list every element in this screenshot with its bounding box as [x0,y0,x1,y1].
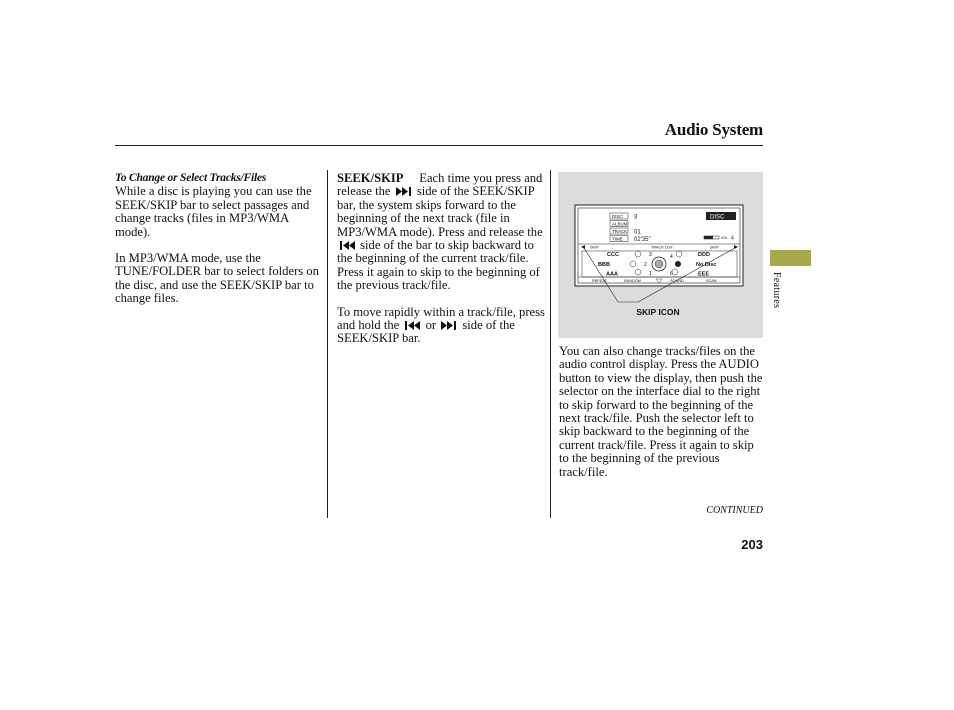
section-tab [770,250,811,266]
skip-back-icon [337,241,357,250]
col3-paragraph: You can also change tracks/files on the audio control display. Press the AUDIO button to view the display, then push the selector on the interface dial to the right to skip forward to the beginning of the next track/file. Push the selector left to skip backward to the beginning of the current track/file. Press it again to skip to the beginning of the previous track/file. [559,344,763,479]
dial-number-6: 6 [670,271,673,277]
column-2 [337,172,545,346]
preset-left-3: AAA [606,271,618,278]
col2-paragraph-2 [337,306,545,346]
column-3 [559,345,763,479]
column-1 [115,172,320,306]
repeat-label: REPEAT [592,279,607,283]
page-title: Audio System [664,120,763,139]
col2-text-c: side of the bar to skip backward to the beginning of the current track/file. Press it again to skip to the beginning of the previous track/file. [337,238,540,293]
sound-label: SOUND [670,279,684,283]
random-label: RANDOM [624,279,641,283]
track-list-label: TRACK LIST [651,245,673,250]
col1-paragraph-1: While a disc is playing you can use the SEEK/SKIP bar to select passages and change tracks (files in MP3/WMA mode). [115,184,312,239]
preset-right-3: EEE [698,271,710,278]
continued-label: CONTINUED [706,505,763,516]
row-label-disc: DISC [612,214,623,219]
dial-number-4: 4 [670,254,673,260]
col2-text-e: side of the SEEK/SKIP bar. [337,318,515,346]
preset-left-1: CCC [607,252,619,258]
volume-label: VOL [721,236,729,240]
skip-back-icon [402,321,422,330]
col2-text-or: or [425,318,437,333]
preset-right-1: DDD [698,252,710,258]
column-divider-1 [327,170,328,518]
page-number: 203 [741,537,763,552]
col2-paragraph-1 [337,172,545,293]
col2-text-d: To move rapidly within a track/file, press and hold the [337,304,545,333]
skip-right-label: SKIP [710,245,719,250]
dial-number-3: 3 [649,252,652,258]
row-label-track: TRACK [612,229,628,234]
dial-number-2: 2 [644,262,647,268]
dial-number-1: 1 [649,271,652,277]
column-divider-2 [550,170,551,518]
header-rule [115,145,763,146]
row-label-album: ALBUM [612,221,628,227]
col1-paragraph-2: In MP3/WMA mode, use the TUNE/FOLDER bar to select folders on the disc, and use the SEEK/SKIP bar to change files. [115,251,319,306]
skip-left-label: SKIP [590,245,599,250]
skip-forward-icon [394,187,414,196]
skip-forward-icon [439,321,459,330]
volume-level-bar [704,236,713,239]
preset-left-2: BBB [598,262,610,268]
preset-right-2: No Disc [696,262,717,268]
section-tab-label: Features [771,272,782,309]
volume-value: 4 [731,235,734,242]
subheading: To Change or Select Tracks/Files [115,172,267,184]
time-value: 02'35" [634,237,651,243]
scan-label: SCAN [706,279,717,283]
seek-skip-heading: SEEK/SKIP [337,171,404,185]
figure-caption: SKIP ICON [636,307,680,317]
col2-text-b: side of the SEEK/SKIP bar, the system skips forward to the beginning of the next track (file in MP3/WMA mode). Press and release the [337,184,543,239]
disc-value: 3 [634,214,638,221]
col2-text-a: Each time you press and release the [337,171,543,199]
row-label-time: TIME [612,236,623,242]
track-value: 01 [634,229,641,236]
mode-badge: DISC [710,214,725,221]
